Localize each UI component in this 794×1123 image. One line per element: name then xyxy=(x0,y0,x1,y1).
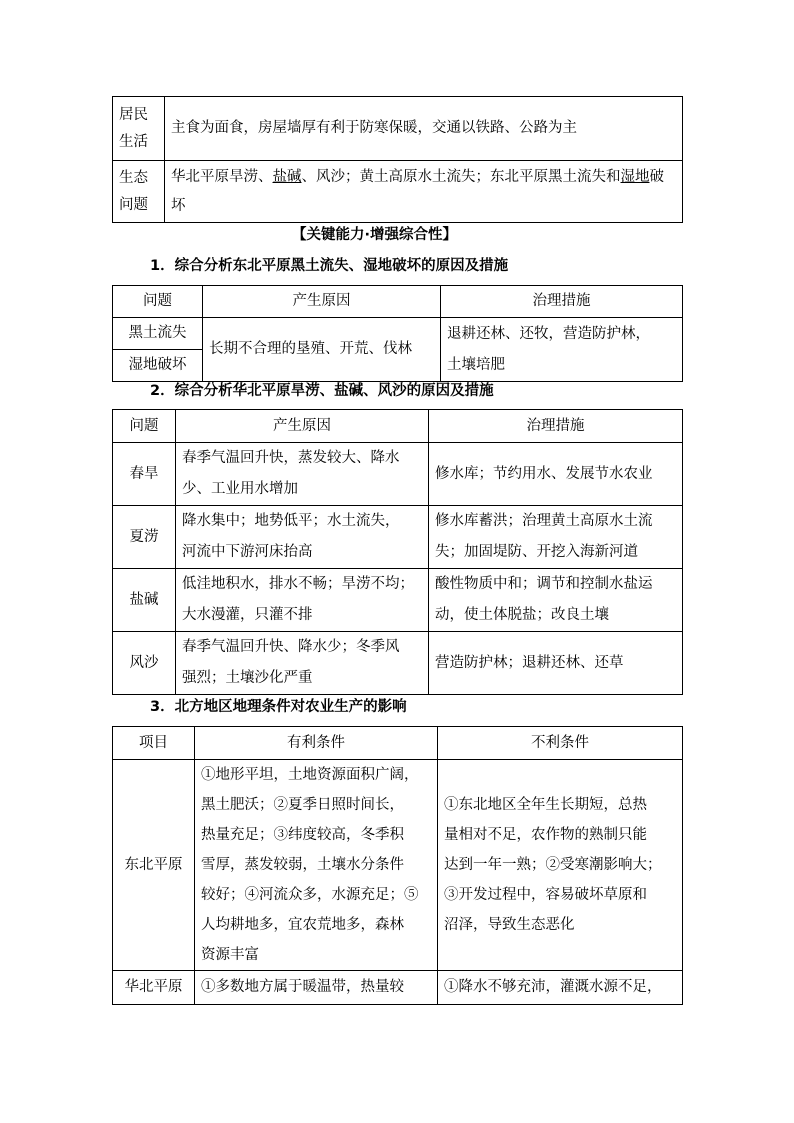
table-row xyxy=(113,161,683,223)
cause-cell xyxy=(176,506,429,569)
favorable-line: 较好；④河流众多，水源充足；⑤ xyxy=(201,887,419,903)
item-cell: 东北平原 xyxy=(113,760,195,971)
label-line: 生态 xyxy=(119,169,148,186)
cause-line: 河流中下游河床抬高 xyxy=(182,544,313,560)
unfavorable-line: 达到一年一熟；②受寒潮影响大； xyxy=(444,857,662,873)
header-cell: 问题 xyxy=(113,410,176,443)
table-header-row xyxy=(113,727,683,760)
table-row xyxy=(113,97,683,161)
table-header-row xyxy=(113,286,683,318)
measure-line: 酸性物质中和；调节和控制水盐运 xyxy=(435,576,653,592)
measure-line: 退耕还林、还牧，营造防护林， xyxy=(447,325,650,342)
table-row xyxy=(113,632,683,695)
table-row xyxy=(113,760,683,971)
cause-line: 少、工业用水增加 xyxy=(182,481,298,497)
problem-cell: 春旱 xyxy=(113,443,176,506)
header-cell: 治理措施 xyxy=(429,410,683,443)
measure-line: 修水库蓄洪；治理黄土高原水土流 xyxy=(435,513,653,529)
row-content xyxy=(165,161,683,223)
cause-line: 春季气温回升快，蒸发较大、降水 xyxy=(182,450,400,466)
label-line: 问题 xyxy=(119,196,148,213)
header-cell: 有利条件 xyxy=(195,727,438,760)
cause-line: 强烈；土壤沙化严重 xyxy=(182,670,313,686)
unfavorable-cell xyxy=(438,760,683,971)
item-cell: 华北平原 xyxy=(113,971,195,1005)
measure-cell xyxy=(429,506,683,569)
unfavorable-line: 量相对不足，农作物的熟制只能 xyxy=(444,827,647,843)
header-cell: 产生原因 xyxy=(176,410,429,443)
table-row xyxy=(113,318,683,350)
problem-cell: 盐碱 xyxy=(113,569,176,632)
heading-1: 1．综合分析东北平原黑土流失、湿地破坏的原因及措施 xyxy=(150,258,509,274)
text-part: 、风沙；黄土高原水土流失；东北平原黑土流失和 xyxy=(301,168,621,185)
cause-cell xyxy=(176,569,429,632)
favorable-line: 热量充足；③纬度较高，冬季积 xyxy=(201,827,404,843)
row-label xyxy=(113,97,165,161)
row-label xyxy=(113,161,165,223)
label-line: 居民 xyxy=(119,106,148,123)
measure-cell: 修水库；节约用水、发展节水农业 xyxy=(429,443,683,506)
heading-2: 2．综合分析华北平原旱涝、盐碱、风沙的原因及措施 xyxy=(150,383,494,399)
cause-cell xyxy=(176,632,429,695)
table-row xyxy=(113,569,683,632)
table-north-agriculture xyxy=(112,726,683,1005)
measure-line: 动，使土体脱盐；改良土壤 xyxy=(435,607,609,623)
row-content: 主食为面食，房屋墙厚有利于防寒保暖，交通以铁路、公路为主 xyxy=(165,97,683,161)
header-cell: 项目 xyxy=(113,727,195,760)
favorable-line: 人均耕地多，宜农荒地多，森林 xyxy=(201,917,404,933)
underlined-term: 盐碱 xyxy=(272,168,302,185)
unfavorable-line: ①东北地区全年生长期短，总热 xyxy=(444,797,647,813)
cause-cell xyxy=(176,443,429,506)
cause-line: 低洼地积水，排水不畅；旱涝不均； xyxy=(182,576,414,592)
label-line: 生活 xyxy=(119,133,148,150)
measure-line: 土壤培肥 xyxy=(447,356,505,373)
favorable-line: 雪厚，蒸发较弱，土壤水分条件 xyxy=(201,857,404,873)
favorable-cell xyxy=(195,760,438,971)
problem-cell: 湿地破坏 xyxy=(113,350,203,382)
unfavorable-line: ③开发过程中，容易破坏草原和 xyxy=(444,887,647,903)
underlined-term: 湿地 xyxy=(620,168,650,185)
measure-cell xyxy=(429,569,683,632)
table-row xyxy=(113,971,683,1005)
problem-cell: 黑土流失 xyxy=(113,318,203,350)
header-cell: 问题 xyxy=(113,286,203,318)
favorable-line: 资源丰富 xyxy=(201,947,259,963)
problem-cell: 夏涝 xyxy=(113,506,176,569)
cause-line: 春季气温回升快、降水少；冬季风 xyxy=(182,639,400,655)
text-part: 破坏 xyxy=(171,168,664,214)
cause-cell: 长期不合理的垦殖、开荒、伐林 xyxy=(203,318,441,382)
favorable-cell: ①多数地方属于暖温带，热量较 xyxy=(195,971,438,1005)
heading-3: 3．北方地区地理条件对农业生产的影响 xyxy=(150,699,407,715)
table-north-china-problems xyxy=(112,409,683,695)
unfavorable-line: 沼泽，导致生态恶化 xyxy=(444,917,575,933)
section-title: 【关键能力·增强综合性】 xyxy=(292,227,458,243)
table-blacksoil-wetland xyxy=(112,285,683,382)
measure-line: 失；加固堤防、开挖入海新河道 xyxy=(435,544,638,560)
favorable-line: ①地形平坦，土地资源面积广阔， xyxy=(201,767,419,783)
measure-cell xyxy=(441,318,683,382)
cause-line: 降水集中；地势低平；水土流失， xyxy=(182,513,400,529)
unfavorable-cell: ①降水不够充沛，灌溉水源不足， xyxy=(438,971,683,1005)
table-row xyxy=(113,443,683,506)
header-cell: 治理措施 xyxy=(441,286,683,318)
header-cell: 不利条件 xyxy=(438,727,683,760)
text-part: 华北平原旱涝、 xyxy=(171,168,273,185)
table-residents-ecology xyxy=(112,96,683,223)
header-cell: 产生原因 xyxy=(203,286,441,318)
cause-line: 大水漫灌，只灌不排 xyxy=(182,607,313,623)
problem-cell: 风沙 xyxy=(113,632,176,695)
favorable-line: 黑土肥沃；②夏季日照时间长， xyxy=(201,797,404,813)
table-row xyxy=(113,506,683,569)
measure-cell: 营造防护林；退耕还林、还草 xyxy=(429,632,683,695)
table-header-row xyxy=(113,410,683,443)
